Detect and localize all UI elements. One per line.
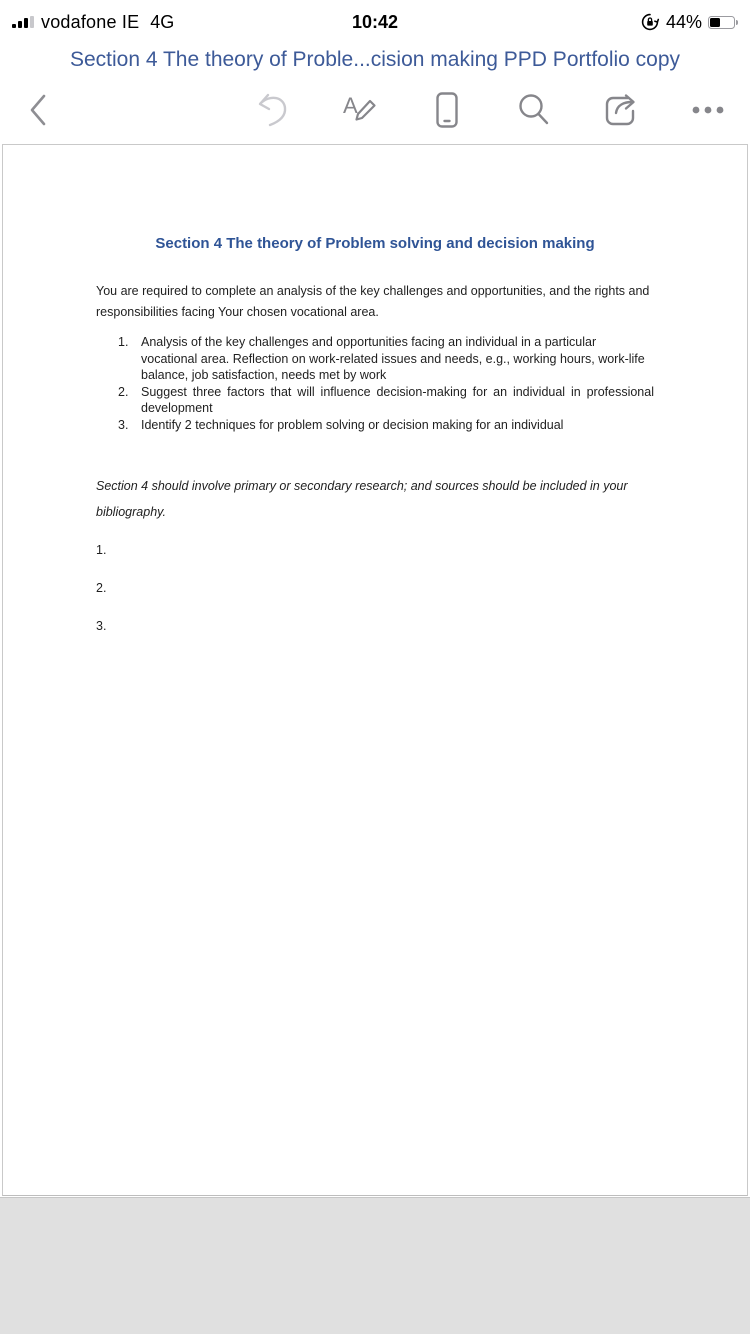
battery-percent-label: 44% bbox=[665, 11, 702, 32]
list-item bbox=[96, 384, 654, 417]
signal-strength-icon bbox=[12, 16, 34, 28]
document-canvas bbox=[0, 144, 750, 1334]
answer-number: 3. bbox=[96, 618, 107, 633]
edit-button[interactable] bbox=[340, 88, 380, 132]
orientation-lock-icon bbox=[640, 12, 660, 32]
list-item-text: Identify 2 techniques for problem solving or decision making for an individual bbox=[141, 417, 564, 432]
ellipsis-icon bbox=[691, 105, 725, 115]
share-button[interactable] bbox=[601, 88, 641, 132]
search-icon bbox=[517, 92, 551, 128]
share-icon bbox=[602, 91, 640, 129]
search-button[interactable] bbox=[514, 88, 554, 132]
carrier-label: vodafone IE bbox=[41, 11, 140, 32]
battery-icon bbox=[708, 16, 738, 29]
list-item-text: Suggest three factors that will influence decision-making for an individual in professional development bbox=[141, 384, 654, 416]
edit-pen-icon bbox=[342, 91, 378, 129]
list-item-number: 1. bbox=[118, 335, 129, 349]
back-button[interactable] bbox=[18, 88, 58, 132]
svg-text:A: A bbox=[343, 92, 358, 118]
list-item bbox=[96, 417, 654, 434]
canvas-background bbox=[0, 1197, 750, 1334]
undo-button[interactable] bbox=[253, 88, 293, 132]
list-item-number: 3. bbox=[118, 417, 129, 432]
intro-paragraph: You are required to complete an analysis of the key challenges and opportunities, and the rights and responsibilities facing Your chosen vocational area. bbox=[96, 284, 650, 319]
network-type-label: 4G bbox=[150, 11, 175, 32]
mobile-view-button[interactable] bbox=[427, 88, 467, 132]
status-bar bbox=[0, 0, 750, 44]
document-title: Section 4 The theory of Proble...cision making PPD Portfolio copy bbox=[69, 47, 681, 71]
toolbar bbox=[0, 75, 750, 144]
answer-number: 1. bbox=[96, 542, 107, 557]
mobile-phone-icon bbox=[435, 91, 459, 129]
list-item-text: Analysis of the key challenges and opportunities facing an individual in a particular vocational area. Reflection on work-related issues and needs, e.g., working hours, work-life balance, job satisfaction, needs met by work bbox=[141, 335, 645, 383]
undo-icon bbox=[256, 92, 290, 128]
back-chevron-icon bbox=[28, 93, 48, 127]
list-item bbox=[96, 334, 654, 384]
research-note: Section 4 should involve primary or secondary research; and sources should be included in your bibliography. bbox=[96, 478, 628, 519]
list-item-number: 2. bbox=[118, 384, 129, 399]
title-bar bbox=[0, 44, 750, 75]
numbered-list bbox=[96, 334, 654, 434]
clock-time: 10:42 bbox=[351, 11, 399, 32]
document-page[interactable] bbox=[2, 144, 748, 1196]
more-button[interactable] bbox=[688, 88, 728, 132]
document-heading: Section 4 The theory of Problem solving and decision making bbox=[155, 235, 595, 252]
answer-number: 2. bbox=[96, 580, 107, 595]
